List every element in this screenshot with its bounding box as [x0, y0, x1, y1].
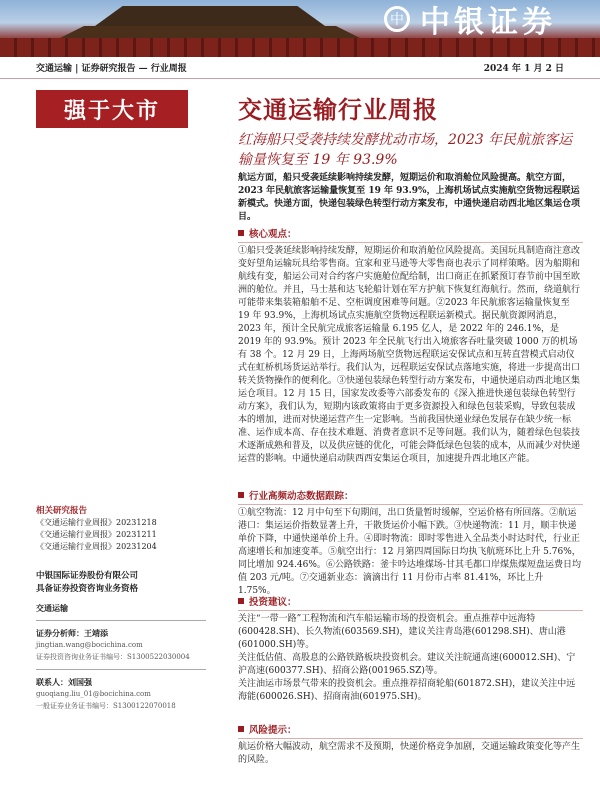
- brand-name: 中银证券: [420, 5, 556, 40]
- related-report-item[interactable]: 《交通运输行业周报》20231211: [36, 530, 157, 539]
- palace-roof-upper: [95, 6, 325, 26]
- section-paragraph: 关注油运市场景气带来的投资机会。重点推荐招商轮船(601872.SH)，建议关注中远海能(600026.SH)、招商南油(601975.SH)。: [238, 679, 576, 702]
- square-bullet-icon: [238, 230, 244, 236]
- contact-email[interactable]: guoqiang.liu_01@bocichina.com: [36, 690, 151, 698]
- section-paragraph: ①船只受袭延续影响持续发酵，短期运价和取消舱位风险提高。美国玩具制造商注意改变好望角运输玩具给零售商。宜家和亚马逊等大零售商也表示了同样策略。因为船期和航线有变，船运公司对合约客户实施舱位配给制，出口商正在抓紧预订春节前中国至欧洲的舱位。并且，马士基和达飞轮船计划在军方护航下恢复红海航行。然而，绕道航行可能带来集装箱船舶不足、空柜调度困难等问题。②2023 年民航旅客运输量恢复至 19 年 93.9%，上海机场试点实施航空货物远程联运新模式。据民航资源网消息，2023 年，预计全民航完成旅客运输量 6.195 亿人，是 2022 年的 246.1%，是 2019 年的 93.9%。预计 2023 年全民航飞行出入境旅客吞吐量突破 1000 万的机场有 38 个。12 月 29 日，上海两场航空货物远程联运安保试点和互转直营模式启动仪式在虹桥机场货运站举行。我们认为，远程联运安保试点落地实施，将进一步提高出口转关货物操作的便利化。③快递包装绿色转型行动方案发布，中通快递启动西北地区集运仓项目。12 月 15 日，国家发改委等六部委发布的《深入推进快递包装绿色转型行动方案》，我们认为，短期内该政策将由于更多资源投入和绿色包装采购，导致包装成本的增加，进而对快递运营产生一定影响。当前我国快递业绿色发展存在缺少统一标准、运作成本高、存在技术难题、消费者意识不足等问题。我们认为，随着绿色包装技术逐渐成熟和普及，以及供应链的优化，可能会降低绿色包装的成本，从而减少对快递运营的影响。中通快递启动陕西西安集运仓项目，加速提升西北地区产能。: [238, 246, 581, 464]
- section-investment-advice: [238, 594, 583, 704]
- section-paragraph: 关注“一带一路”工程物流和汽车船运输市场的投资机会。重点推荐中远海特(600428.SH)、长久物流(603569.SH)，建议关注青岛港(601298.SH)、唐山港(601000.SH)等。: [238, 614, 566, 650]
- related-heading: 相关研究报告: [36, 506, 88, 516]
- analyst-email[interactable]: jingtian.wang@bocichina.com: [36, 641, 143, 649]
- breadcrumb: 交通运输 | 证券研究报告 — 行业周报: [36, 64, 187, 74]
- palace-roof-lower: [60, 26, 360, 38]
- section-heading-text: 投资建议：: [249, 597, 297, 608]
- rating-badge: 强于大市: [36, 90, 188, 128]
- institution-info: [36, 570, 206, 712]
- report-title: 交通运输行业周报: [238, 96, 438, 124]
- section-heading-text: 核心观点：: [249, 229, 297, 240]
- section-heading: [238, 488, 583, 505]
- brand-logo: [384, 0, 600, 38]
- section-heading: [238, 594, 583, 611]
- related-report-item[interactable]: 《交通运输行业周报》20231204: [36, 542, 157, 551]
- report-subtitle: 红海船只受袭持续发酵扰动市场，2023 年民航旅客运输量恢复至 19 年 93.9%: [238, 132, 573, 168]
- square-bullet-icon: [238, 726, 244, 732]
- section-heading-text: 风险提示：: [249, 725, 297, 736]
- analyst-certificate: 证券投资咨询业务证书编号：S1300522030004: [36, 653, 190, 661]
- divider: [36, 620, 206, 621]
- square-bullet-icon: [238, 492, 244, 498]
- analyst-name: 证券分析师：王靖添: [36, 628, 108, 638]
- section-heading-text: 行业高频动态数据跟踪：: [249, 491, 354, 502]
- section-core-views: [238, 226, 583, 466]
- section-paragraph: 航运价格大幅波动，航空需求不及预期，快递价格竞争加剧，交通运输政策变化等产生的风险。: [238, 742, 581, 765]
- bank-logo-icon: 中: [384, 6, 410, 32]
- section-heading: [238, 722, 583, 739]
- section-heading: [238, 226, 583, 243]
- institution-name: 中银国际证券股份有限公司 具备证券投资咨询业务资格: [36, 571, 139, 594]
- divider: [36, 669, 206, 670]
- related-report-item[interactable]: 《交通运输行业周报》20231218: [36, 518, 157, 527]
- lead-summary: 航运方面，船只受袭延续影响持续发酵，短期运价和取消舱位风险提高。航空方面，2023 年民航旅客运输量恢复至 19 年 93.9%，上海机场试点实施航空货物远程联运新模式。快递方面，快递包装绿色转型行动方案发布，中通快递启动西北地区集运仓项目。: [238, 173, 581, 222]
- section-high-frequency-data: [238, 488, 583, 598]
- report-date: 2024 年 1 月 2 日: [483, 64, 564, 74]
- section-risk-warning: [238, 722, 583, 767]
- related-reports: [36, 505, 206, 553]
- contact-name: 联系人：刘国强: [36, 677, 92, 687]
- header-banner: [0, 0, 600, 57]
- report-meta-line: [0, 57, 600, 79]
- square-bullet-icon: [238, 598, 244, 604]
- section-paragraph: ①航空物流：12 月中旬至下旬期间，出口货量暂时缓解，空运价格有所回落。②航运港口：集运运价指数显著上升，干散货运价小幅下跌。③快递物流：11 月，顺丰快递单价下降，中通快递单价上升。④即时物流：即时零售进入全品类小时达时代，行业正高速增长和加速变革。⑤航空出行：12 月第四周国际日均执飞航班环比上升 5.76%，同比增加 924.46%。⑥公路铁路：釜卡吟达堆煤场-甘其毛都口岸煤焦煤短盘运费日均值 203 元/吨。⑦交通新业态：滴滴出行 11 月份市占率 81.41%，环比上升 1.75%。: [238, 508, 581, 596]
- industry-label: 交通运输: [36, 603, 68, 613]
- contact-certificate: 一般证券业务证书编号：S1300122070018: [36, 702, 176, 710]
- section-paragraph: 关注低估值、高股息的公路铁路板块投资机会。建议关注皖通高速(600012.SH)、宁沪高速(600377.SH)、招商公路(001965.SZ)等。: [238, 653, 576, 676]
